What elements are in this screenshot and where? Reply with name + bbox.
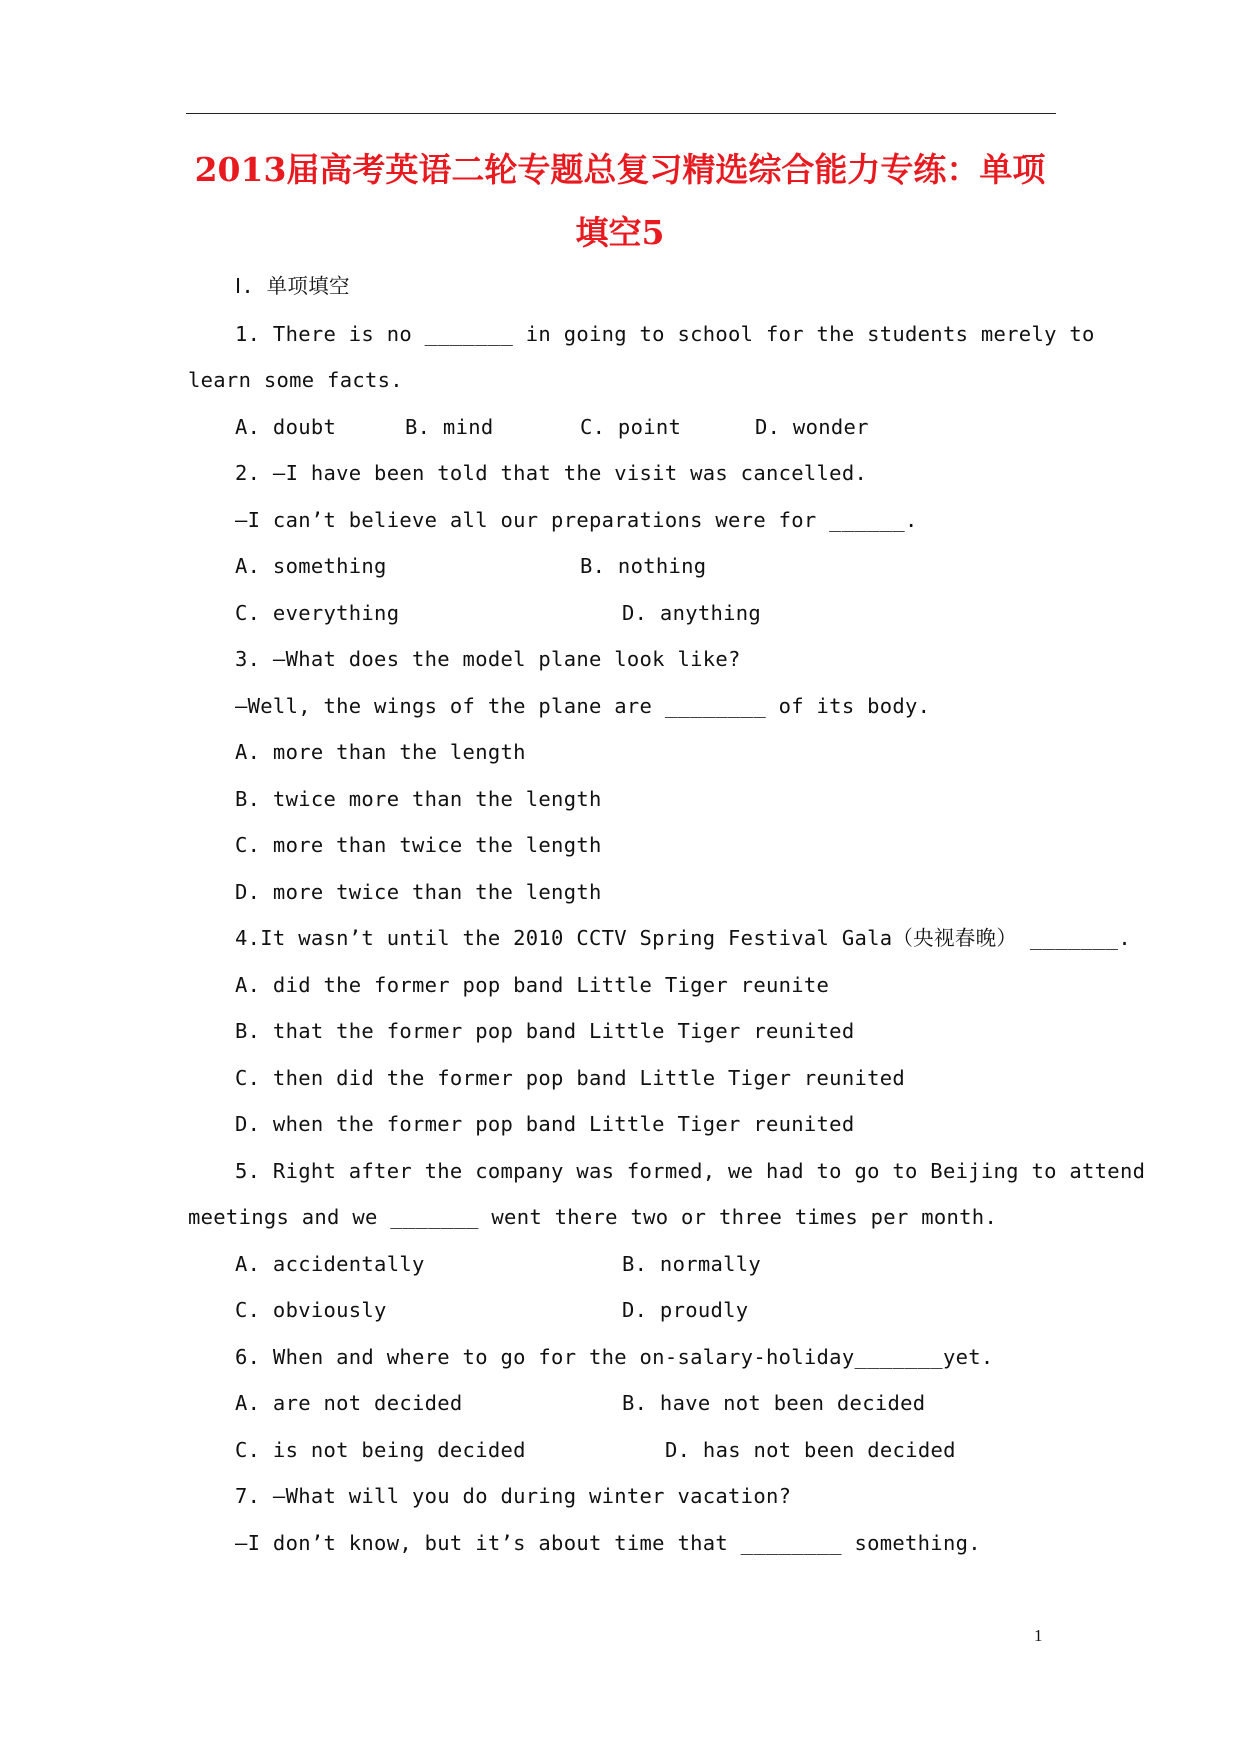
q5-option-a: A. accidentally	[235, 1252, 425, 1276]
header-rule	[186, 113, 1056, 114]
q3-option-c: C. more than twice the length	[235, 833, 602, 857]
q2-option-d: D. anything	[622, 601, 762, 625]
q6-option-d: D. has not been decided	[665, 1438, 956, 1462]
q3-option-b: B. twice more than the length	[235, 787, 602, 811]
section-heading: Ⅰ. 单项填空	[235, 274, 350, 298]
q1-option-d: D. wonder	[755, 415, 869, 439]
q6-option-b: B. have not been decided	[622, 1391, 926, 1415]
page-number: 1	[1034, 1626, 1043, 1645]
q2-option-b: B. nothing	[580, 554, 707, 578]
q3-stem-line-2: —Well, the wings of the plane are ________ of its body.	[235, 694, 931, 718]
q7-stem-line-2: —I don’t know, but it’s about time that ________ something.	[235, 1531, 981, 1555]
q4-option-d: D. when the former pop band Little Tiger reunited	[235, 1112, 855, 1136]
q4-option-c: C. then did the former pop band Little Tiger reunited	[235, 1066, 906, 1090]
q3-option-d: D. more twice than the length	[235, 880, 602, 904]
q2-option-a: A. something	[235, 554, 387, 578]
q4-stem: 4.It wasn’t until the 2010 CCTV Spring Festival Gala（央视春晚） _______.	[235, 926, 1131, 950]
q5-stem-line-1: 5. Right after the company was formed, we had to go to Beijing to attend	[235, 1159, 1146, 1183]
q1-option-b: B. mind	[405, 415, 494, 439]
q1-stem-line-1: 1. There is no _______ in going to school for the students merely to	[235, 322, 1095, 346]
q5-option-c: C. obviously	[235, 1298, 387, 1322]
q2-option-c: C. everything	[235, 601, 400, 625]
document-title-line-1: 2013届高考英语二轮专题总复习精选综合能力专练：单项	[194, 150, 1046, 189]
q4-option-a: A. did the former pop band Little Tiger reunite	[235, 973, 830, 997]
q5-option-d: D. proudly	[622, 1298, 749, 1322]
q1-option-a: A. doubt	[235, 415, 337, 439]
q6-stem: 6. When and where to go for the on-salary-holiday_______yet.	[235, 1345, 994, 1369]
q1-stem-line-2: learn some facts.	[188, 368, 403, 392]
q7-stem-line-1: 7. —What will you do during winter vacation?	[235, 1484, 792, 1508]
q2-stem-line-2: —I can’t believe all our preparations were for ______.	[235, 508, 918, 532]
q5-stem-line-2: meetings and we _______ went there two or three times per month.	[188, 1205, 998, 1229]
q1-option-c: C. point	[580, 415, 682, 439]
document-title-line-2: 填空5	[575, 213, 665, 252]
q5-option-b: B. normally	[622, 1252, 762, 1276]
q4-option-b: B. that the former pop band Little Tiger reunited	[235, 1019, 855, 1043]
q3-stem-line-1: 3. —What does the model plane look like?	[235, 647, 741, 671]
q3-option-a: A. more than the length	[235, 740, 526, 764]
q6-option-a: A. are not decided	[235, 1391, 463, 1415]
q2-stem-line-1: 2. —I have been told that the visit was cancelled.	[235, 461, 868, 485]
q6-option-c: C. is not being decided	[235, 1438, 526, 1462]
